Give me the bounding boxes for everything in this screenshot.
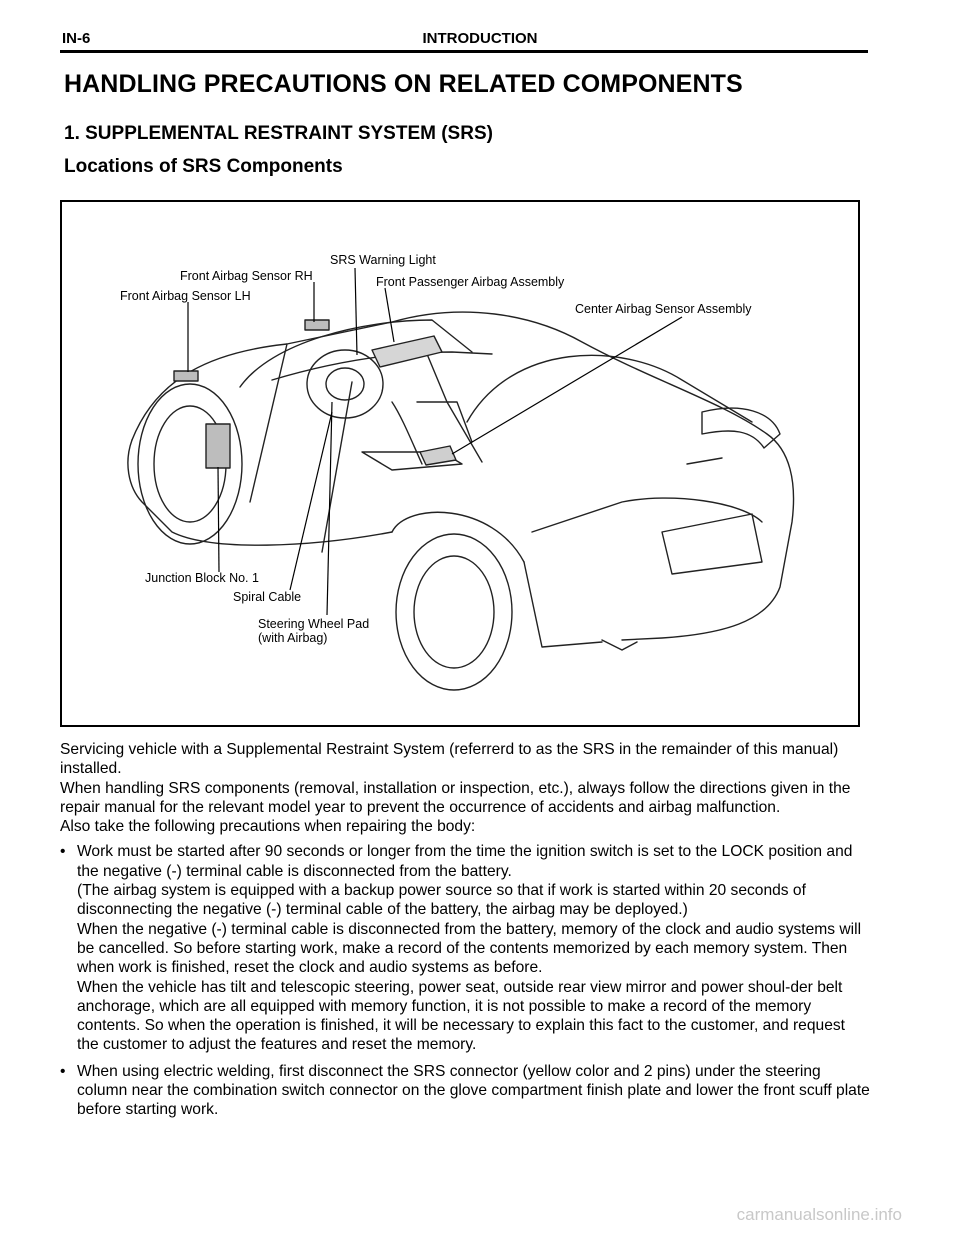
label-front-passenger-airbag: Front Passenger Airbag Assembly	[376, 275, 565, 289]
section-heading: 1. SUPPLEMENTAL RESTRAINT SYSTEM (SRS)	[64, 123, 493, 144]
car-illustration	[62, 202, 858, 725]
front-sensor-rh-shape	[305, 320, 329, 330]
srs-locations-figure	[60, 200, 860, 727]
header-rule	[60, 50, 868, 53]
paragraph: When handling SRS components (removal, installation or inspection, etc.), always follow the directions given in the repair manual for the relevant model year to prevent the occurrence of accidents and airbag malfunction.	[60, 779, 851, 816]
junction-block-shape	[206, 424, 230, 468]
bullet-marker: •	[60, 1062, 66, 1080]
bullet-line: Work must be started after 90 seconds or longer from the time the ignition switch is set to the LOCK position and the negative (-) terminal cable is disconnected from the battery.	[77, 843, 853, 880]
label-junction-block: Junction Block No. 1	[145, 571, 259, 585]
section-subheading: Locations of SRS Components	[64, 156, 343, 177]
body-text	[60, 740, 870, 1127]
page-title: HANDLING PRECAUTIONS ON RELATED COMPONENTS	[64, 70, 743, 98]
steering-wheel	[307, 350, 383, 418]
bullet-line: When the vehicle has tilt and telescopic steering, power seat, outside rear view mirror and power shoul-der belt anchorage, which are all equipped with memory function, it is not possible to make a record of the memory contents. So when the operation is finished, it will be necessary to explain this fact to the customer, and request the customer to adjust the features and reset the memory.	[77, 978, 845, 1054]
bullet-line: (The airbag system is equipped with a backup power source so that if work is started within 20 seconds of disconnecting the negative (-) terminal cable of the battery, the airbag may be deployed.)	[77, 882, 806, 919]
car-body-outline	[132, 312, 794, 640]
list-item	[60, 842, 870, 1054]
label-front-airbag-sensor-rh: Front Airbag Sensor RH	[180, 269, 313, 283]
label-srs-warning-light: SRS Warning Light	[330, 253, 436, 267]
precautions-list	[60, 842, 870, 1119]
label-steering-wheel-pad-note: (with Airbag)	[258, 631, 328, 645]
watermark: carmanualsonline.info	[736, 1205, 902, 1224]
rear-spoiler	[702, 408, 780, 448]
label-center-airbag-sensor: Center Airbag Sensor Assembly	[575, 302, 752, 316]
paragraph: Also take the following precautions when repairing the body:	[60, 818, 476, 836]
label-spiral-cable: Spiral Cable	[233, 590, 302, 604]
label-steering-wheel-pad: Steering Wheel Pad	[258, 617, 370, 631]
front-sensor-lh-shape	[174, 371, 198, 381]
passenger-airbag-shape	[372, 336, 442, 367]
paragraph: Servicing vehicle with a Supplemental Restraint System (referrerd to as the SRS in the remainder of this manual) installed.	[60, 741, 839, 778]
bullet-marker: •	[60, 843, 66, 861]
center-sensor-shape	[420, 446, 456, 465]
label-front-airbag-sensor-lh: Front Airbag Sensor LH	[120, 289, 251, 303]
bullet-line: When the negative (-) terminal cable is disconnected from the battery, memory of the clock and audio systems will be cancelled. So before starting work, make a record of the contents memorized by each memory system. Then when work is finished, reset the clock and audio systems as before.	[77, 920, 862, 977]
bullet-line: When using electric welding, first disconnect the SRS connector (yellow color and 2 pins) under the steering column near the combination switch connector on the glove compartment finish plate and lower the front scuff plate before starting work.	[77, 1062, 870, 1119]
page-header-code: IN-6	[62, 30, 91, 47]
list-item	[60, 1062, 870, 1120]
page-header-section: INTRODUCTION	[422, 30, 538, 47]
